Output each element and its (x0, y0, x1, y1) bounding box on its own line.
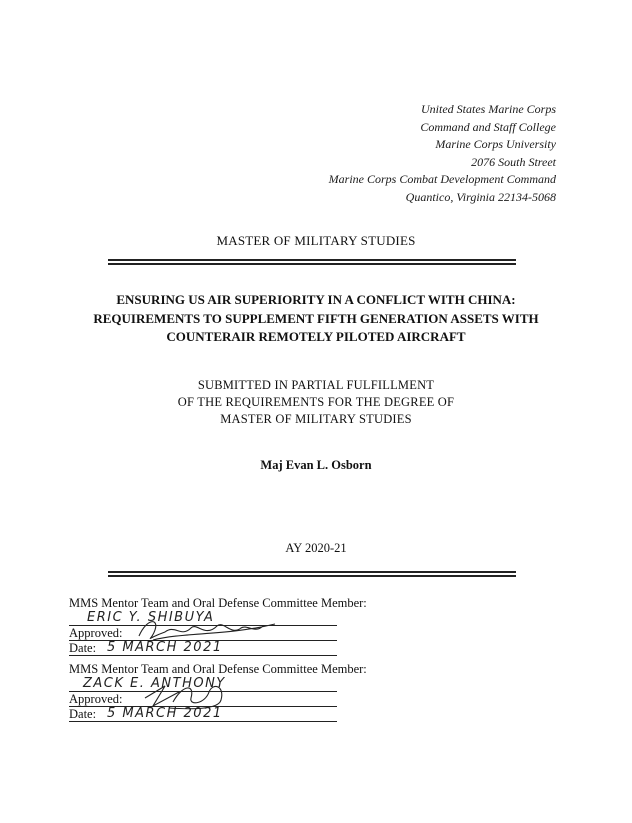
approved-line (69, 626, 337, 641)
submission-statement (0, 377, 632, 428)
approved-label: Approved: (69, 692, 123, 706)
handwritten-name: ERIC Y. SHIBUYA (87, 610, 215, 625)
approved-line (69, 692, 337, 707)
submission-line: MASTER OF MILITARY STUDIES (220, 412, 412, 426)
handwritten-date: 5 MARCH 2021 (107, 706, 223, 721)
thesis-title-line: ENSURING US AIR SUPERIORITY IN A CONFLICT WITH CHINA: (116, 292, 516, 307)
submission-line: OF THE REQUIREMENTS FOR THE DEGREE OF (177, 395, 455, 409)
institution-address (329, 101, 556, 207)
date-line (69, 707, 337, 722)
committee-member-block (69, 595, 367, 656)
academic-year: AY 2020-21 (285, 541, 347, 555)
address-line: Quantico, Virginia 22134-5068 (405, 189, 556, 204)
thesis-title-line: REQUIREMENTS TO SUPPLEMENT FIFTH GENERATION ASSETS WITH (93, 310, 539, 326)
date-label: Date: (69, 641, 97, 655)
double-rule-divider (108, 259, 516, 265)
thesis-title-line: COUNTERAIR REMOTELY PILOTED AIRCRAFT (166, 329, 466, 344)
date-line (69, 641, 337, 656)
handwritten-name: ZACK E. ANTHONY (83, 676, 226, 691)
submission-line: SUBMITTED IN PARTIAL FULFILLMENT (197, 378, 435, 392)
address-line: Command and Staff College (420, 119, 556, 134)
address-line: Marine Corps University (435, 137, 556, 152)
double-rule-divider (108, 571, 516, 577)
committee-heading: MMS Mentor Team and Oral Defense Committee Member: (69, 596, 367, 610)
committee-member-block (69, 661, 367, 722)
committee-heading: MMS Mentor Team and Oral Defense Committee Member: (69, 662, 367, 676)
thesis-title (60, 291, 572, 347)
address-line: United States Marine Corps (421, 102, 556, 116)
address-line: Marine Corps Combat Development Command (328, 172, 556, 187)
address-line: 2076 South Street (471, 154, 556, 169)
program-title: MASTER OF MILITARY STUDIES (216, 233, 416, 248)
approved-label: Approved: (69, 626, 123, 640)
date-label: Date: (69, 707, 97, 721)
handwritten-date: 5 MARCH 2021 (107, 640, 223, 655)
author-name: Maj Evan L. Osborn (260, 458, 372, 472)
